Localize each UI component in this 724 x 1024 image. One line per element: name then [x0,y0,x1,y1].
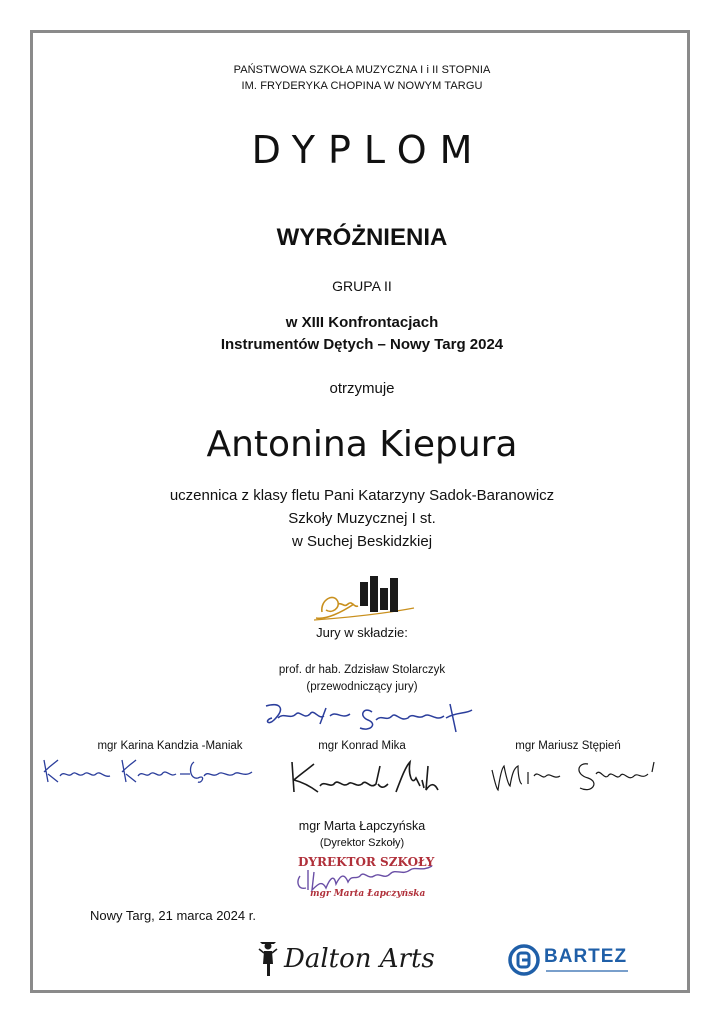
group-label: GRUPA II [332,278,392,294]
svg-text:mgr Marta Łapczyńska: mgr Marta Łapczyńska [310,889,426,899]
chair-name: prof. dr hab. Zdzisław Stolarczyk [278,664,446,676]
chair-signature [260,698,474,736]
dalton-arts-wordmark: Dalton Arts [284,944,435,974]
school-logo [312,574,416,624]
jury-member-3-signature [488,754,662,796]
jury-member-2-signature [284,756,440,798]
jury-member-3-name: mgr Mariusz Stępień [515,740,621,752]
description-line2: Szkoły Muzycznej I st. [288,510,436,527]
director-stamp [284,850,444,902]
event-line1: w XIII Konfrontacjach [285,314,439,331]
bartez-emblem-icon [508,944,540,976]
description-line1: uczennica z klasy fletu Pani Katarzyny Sadok-Baranowicz [169,487,555,504]
dalton-arts-logo [256,940,446,980]
jury-member-2-name: mgr Konrad Mika [318,740,406,752]
jury-member-1-name: mgr Karina Kandzia -Maniak [97,740,243,752]
jury-label: Jury w składzie: [316,625,408,640]
jury-chair [0,662,724,696]
recipient-description [0,484,724,553]
svg-text:DYREKTOR SZKOŁY: DYREKTOR SZKOŁY [298,855,435,869]
director-name: mgr Marta Łapczyńska [298,819,426,833]
bartez-logo [508,944,638,978]
place-and-date: Nowy Targ, 21 marca 2024 r. [90,908,256,923]
receives-text: otrzymuje [329,380,395,397]
award-title: WYRÓŻNIENIA [276,224,448,251]
event-name [0,312,724,356]
bartez-wordmark: BARTEZ [544,946,628,967]
school-header [0,62,724,94]
chair-role: (przewodniczący jury) [306,681,418,693]
school-name-line2: IM. FRYDERYKA CHOPINA W NOWYM TARGU [241,80,483,92]
description-line3: w Suchej Beskidzkiej [291,533,433,550]
dalton-figure-icon [256,940,280,978]
event-line2: Instrumentów Dętych – Nowy Targ 2024 [220,336,504,353]
jury-member-1-signature [38,754,260,790]
recipient-name: Antonina Kiepura [206,424,518,465]
diploma-title: DYPLOM [251,128,486,172]
bartez-tagline-bar [546,970,628,972]
director-block [0,818,724,852]
school-name-line1: PAŃSTWOWA SZKOŁA MUZYCZNA I i II STOPNIA [233,64,491,76]
director-role: (Dyrektor Szkoły) [319,837,405,849]
